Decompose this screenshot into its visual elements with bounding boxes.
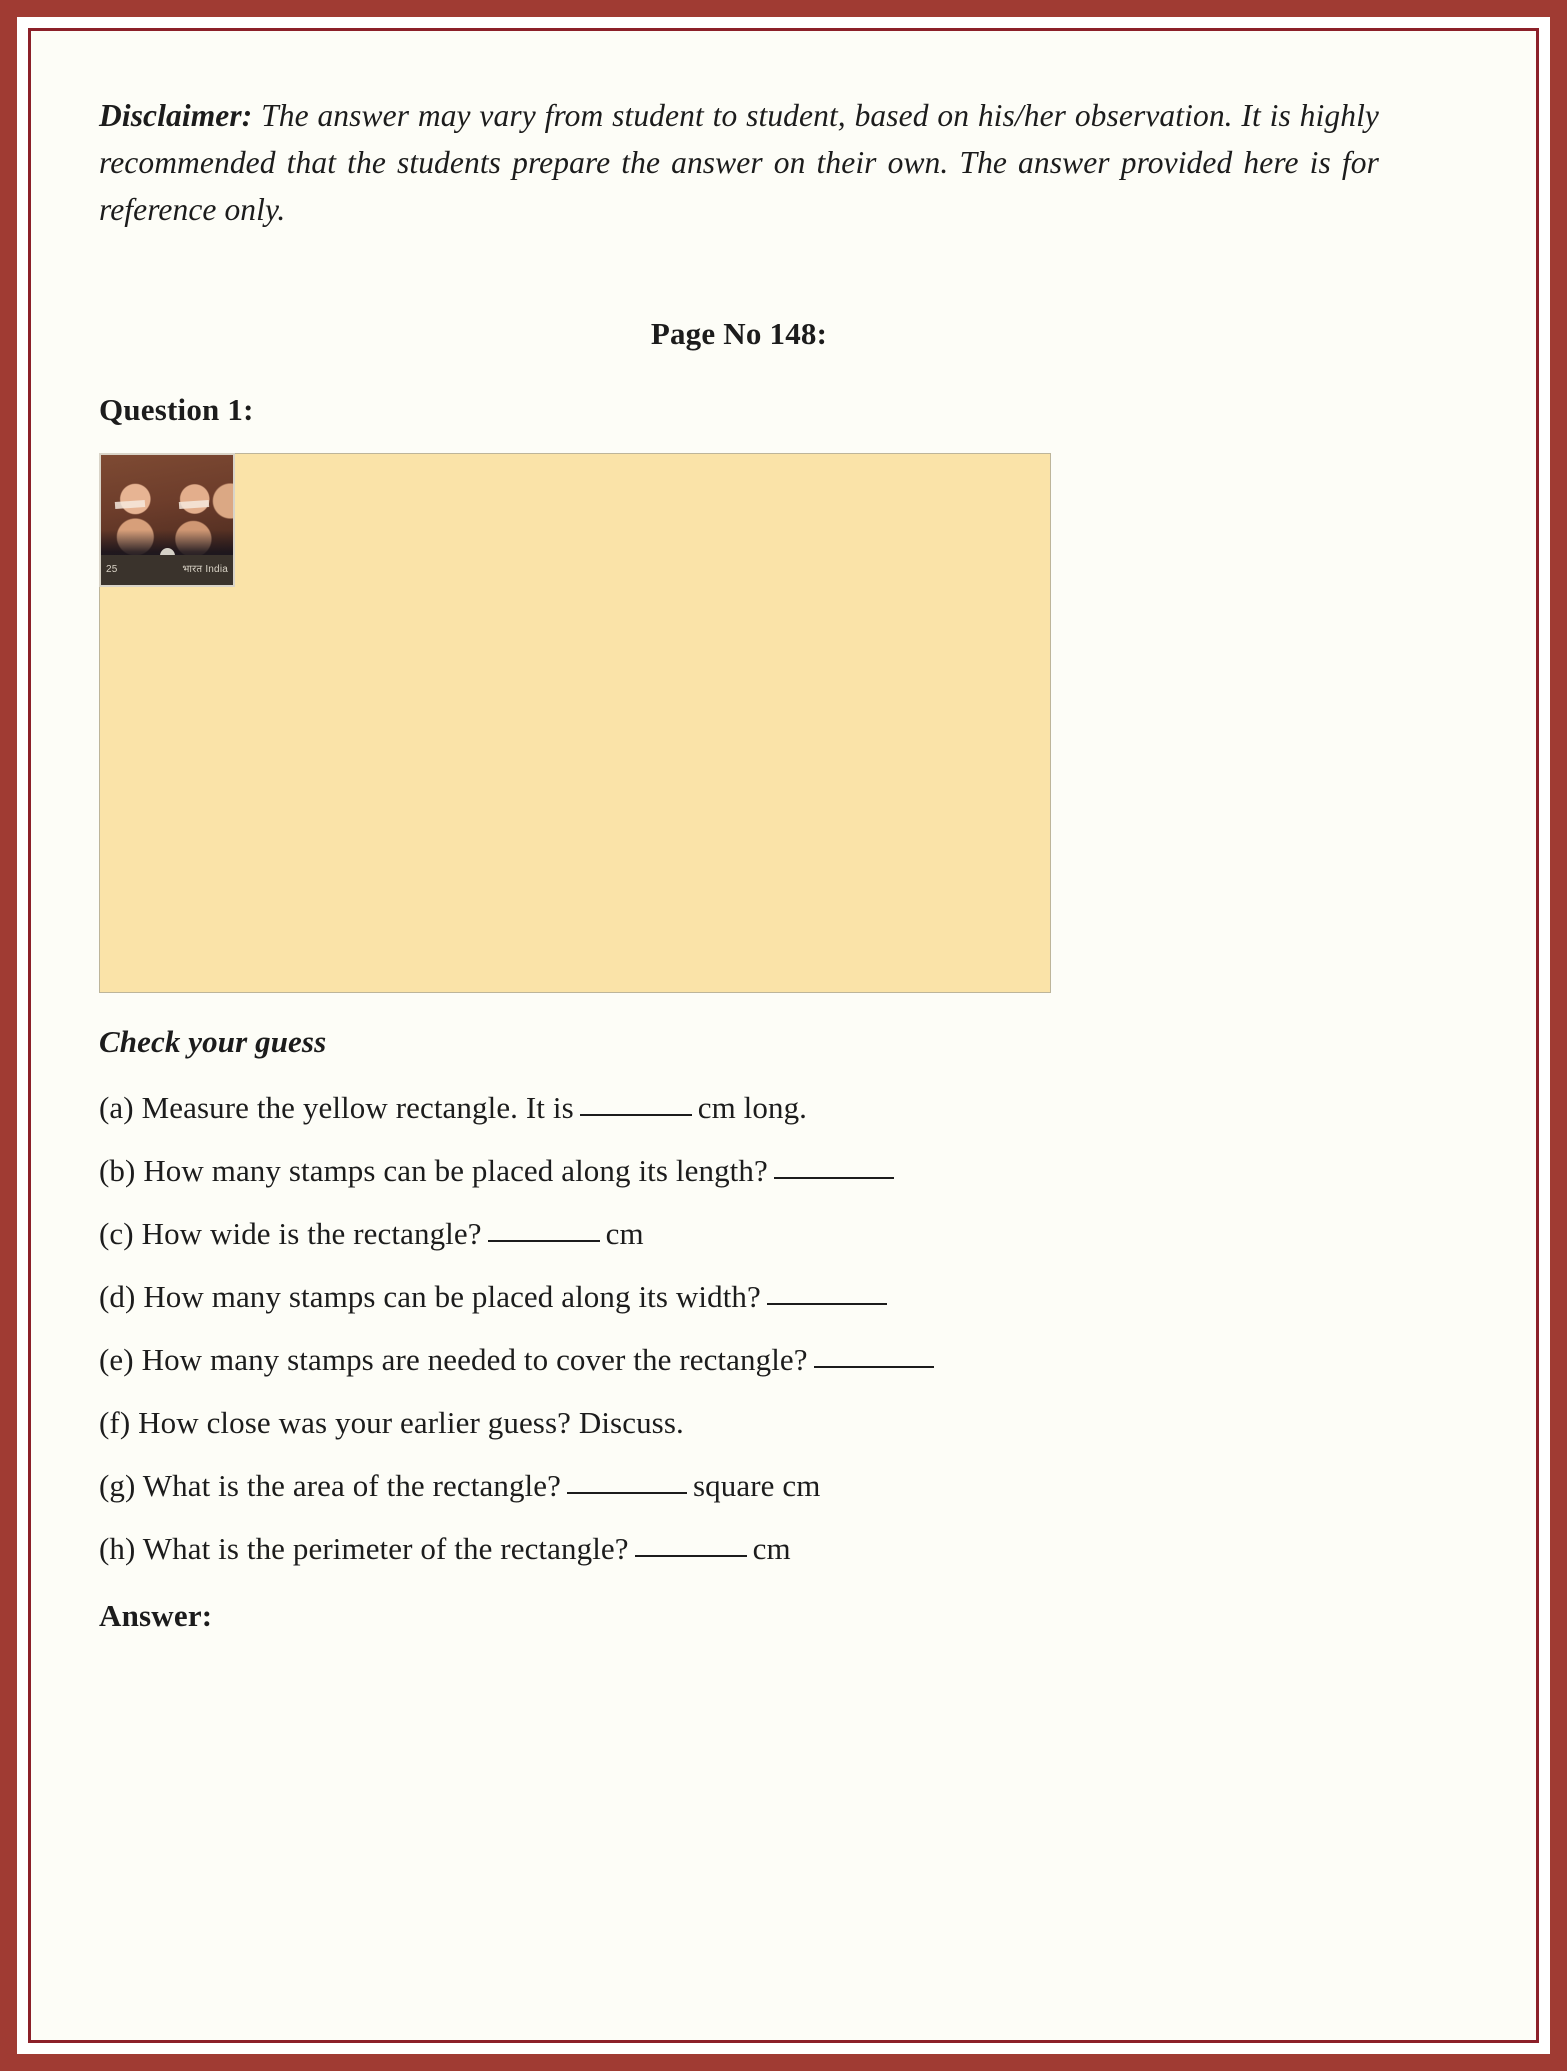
stamp-denomination: 25	[106, 563, 118, 575]
guess-item-text: How many stamps can be placed along its length?	[143, 1152, 768, 1188]
answer-blank[interactable]	[580, 1114, 692, 1116]
answer-blank[interactable]	[635, 1555, 747, 1557]
guess-item-g	[99, 1438, 1379, 1501]
guess-item-text: How close was your earlier guess? Discuss.	[138, 1404, 684, 1440]
page-number-heading: Page No 148:	[650, 315, 828, 351]
guess-item-text: What is the area of the rectangle?	[142, 1467, 561, 1503]
document-content	[99, 93, 1379, 1634]
guess-item-unit: cm long.	[697, 1089, 808, 1125]
answer-blank[interactable]	[567, 1492, 687, 1494]
disclaimer-lead-label: Disclaimer:	[99, 98, 253, 133]
guess-item-text: What is the perimeter of the rectangle?	[142, 1530, 629, 1566]
guess-question-list	[99, 1060, 1379, 1564]
guess-item-label: (f)	[99, 1404, 131, 1440]
guess-item-unit: cm	[752, 1530, 791, 1566]
disclaimer-body-text: The answer may vary from student to student, based on his/her observation. It is highly recommended that the students prepare the answer on their own. The answer provided here is for reference only.	[99, 98, 1379, 227]
answer-blank[interactable]	[814, 1366, 934, 1368]
answer-blank[interactable]	[767, 1303, 887, 1305]
disclaimer-paragraph	[99, 93, 1379, 234]
check-your-guess-heading: Check your guess	[99, 1023, 327, 1059]
guess-item-unit: square cm	[692, 1467, 821, 1503]
guess-item-text: How wide is the rectangle?	[141, 1215, 482, 1251]
stamp-country	[182, 565, 228, 575]
guess-item-label: (a)	[99, 1089, 134, 1125]
guess-item-c	[99, 1186, 1379, 1249]
guess-item-b	[99, 1123, 1379, 1186]
guess-item-text: How many stamps can be placed along its width?	[143, 1278, 761, 1314]
stamp-country-english: India	[205, 563, 228, 575]
guess-item-label: (h)	[99, 1530, 136, 1566]
stamp-country-hindi: भारत	[182, 563, 203, 575]
guess-item-label: (b)	[99, 1152, 136, 1188]
frame-white-gap	[17, 17, 1550, 2054]
guess-item-h	[99, 1501, 1379, 1564]
guess-item-a	[99, 1060, 1379, 1123]
postage-stamp-image	[99, 453, 235, 587]
guess-item-text: How many stamps are needed to cover the rectangle?	[141, 1341, 808, 1377]
guess-item-d	[99, 1249, 1379, 1312]
guess-item-label: (g)	[99, 1467, 136, 1503]
stamp-caption	[101, 555, 233, 585]
guess-item-label: (c)	[99, 1215, 134, 1251]
answer-blank[interactable]	[774, 1177, 894, 1179]
guess-item-f	[99, 1375, 1379, 1438]
guess-item-unit: cm	[605, 1215, 644, 1251]
answer-label: Answer:	[99, 1597, 213, 1633]
answer-blank[interactable]	[488, 1240, 600, 1242]
page-surface	[28, 28, 1539, 2043]
guess-item-label: (e)	[99, 1341, 134, 1377]
question-title: Question 1:	[99, 391, 254, 427]
yellow-rectangle-figure	[99, 453, 1051, 993]
guess-item-e	[99, 1312, 1379, 1375]
guess-item-label: (d)	[99, 1278, 136, 1314]
guess-item-text: Measure the yellow rectangle. It is	[141, 1089, 574, 1125]
figure-container	[99, 428, 1379, 993]
